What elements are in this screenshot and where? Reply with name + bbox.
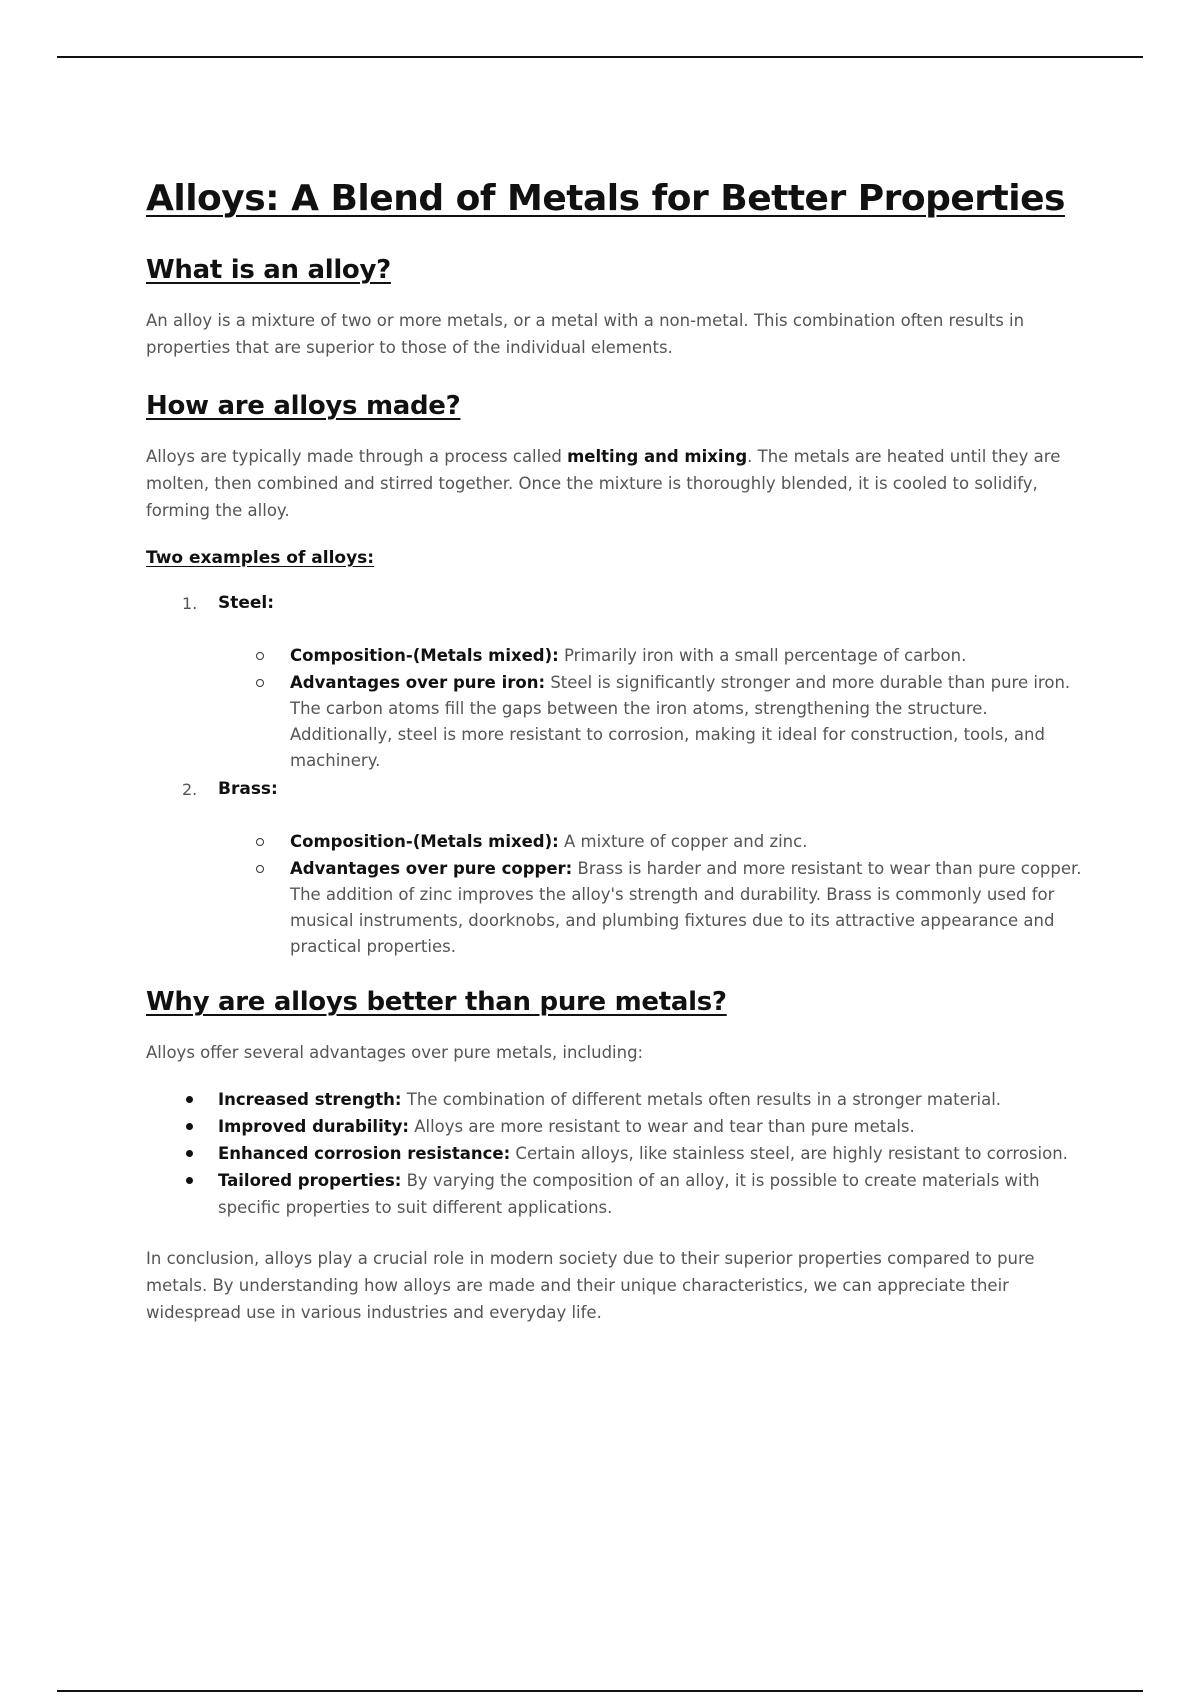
bottom-rule: [57, 1690, 1143, 1692]
example-name: Brass:: [218, 779, 278, 799]
examples-heading: Two examples of alloys:: [146, 548, 375, 568]
hollow-bullet-icon: [256, 652, 264, 660]
list-item: Improved durability: Alloys are more resistant to wear and tear than pure metals.: [146, 1113, 1086, 1140]
paragraph-process: Alloys are typically made through a process called melting and mixing. The metals are heated until they are molten, then combined and stirred together. Once the mixture is thoroughly blended, it is cooled to solidify, forming the alloy.: [146, 447, 1061, 520]
hollow-bullet-icon: [256, 838, 264, 846]
list-item: Enhanced corrosion resistance: Certain alloys, like stainless steel, are highly resistant to corrosion.: [146, 1140, 1086, 1167]
paragraph-intro: Alloys offer several advantages over pure metals, including:: [146, 1043, 644, 1062]
list-number: 1.: [182, 594, 198, 613]
list-item: Tailored properties: By varying the composition of an alloy, it is possible to create materials with specific properties to suit different applications.: [146, 1167, 1086, 1221]
advantages-list: [146, 1086, 1086, 1221]
bullet-icon: [186, 1177, 193, 1184]
bullet-icon: [186, 1123, 193, 1130]
bullet-icon: [186, 1096, 193, 1103]
list-number: 2.: [182, 780, 198, 799]
heading-how-made: How are alloys made?: [146, 391, 461, 421]
hollow-bullet-icon: [256, 679, 264, 687]
list-item: Advantages over pure copper: Brass is harder and more resistant to wear than pure copper. The addition of zinc improves the alloy's strength and durability. Brass is commonly used for musical instruments, doorknobs, and plumbing fixtures due to its attractive appearance and practical properties.: [218, 856, 1086, 960]
heading-what-is-alloy: What is an alloy?: [146, 255, 391, 285]
document-body: [146, 178, 1086, 1326]
examples-list: [146, 590, 1086, 960]
list-item: Advantages over pure iron: Steel is significantly stronger and more durable than pure iron. The carbon atoms fill the gaps between the iron atoms, strengthening the structure. Additionally, steel is more resistant to corrosion, making it ideal for construction, tools, and machinery.: [218, 670, 1086, 774]
page-title: Alloys: A Blend of Metals for Better Properties: [146, 178, 1065, 219]
heading-why-better: Why are alloys better than pure metals?: [146, 987, 727, 1017]
paragraph-definition: An alloy is a mixture of two or more metals, or a metal with a non-metal. This combination often results in properties that are superior to those of the individual elements.: [146, 311, 1025, 357]
example-name: Steel:: [218, 593, 275, 613]
top-rule: [57, 56, 1143, 58]
list-item: Composition-(Metals mixed): Primarily iron with a small percentage of carbon.: [218, 643, 1086, 669]
bullet-icon: [186, 1150, 193, 1157]
list-item: Increased strength: The combination of different metals often results in a stronger material.: [146, 1086, 1086, 1113]
example-steel: [146, 590, 1086, 774]
paragraph-conclusion: In conclusion, alloys play a crucial role in modern society due to their superior properties compared to pure metals. By understanding how alloys are made and their unique characteristics, we can appreciate their widespread use in various industries and everyday life.: [146, 1249, 1035, 1322]
example-brass: [146, 776, 1086, 960]
list-item: Composition-(Metals mixed): A mixture of copper and zinc.: [218, 829, 1086, 855]
hollow-bullet-icon: [256, 865, 264, 873]
process-term: melting and mixing: [567, 447, 748, 466]
